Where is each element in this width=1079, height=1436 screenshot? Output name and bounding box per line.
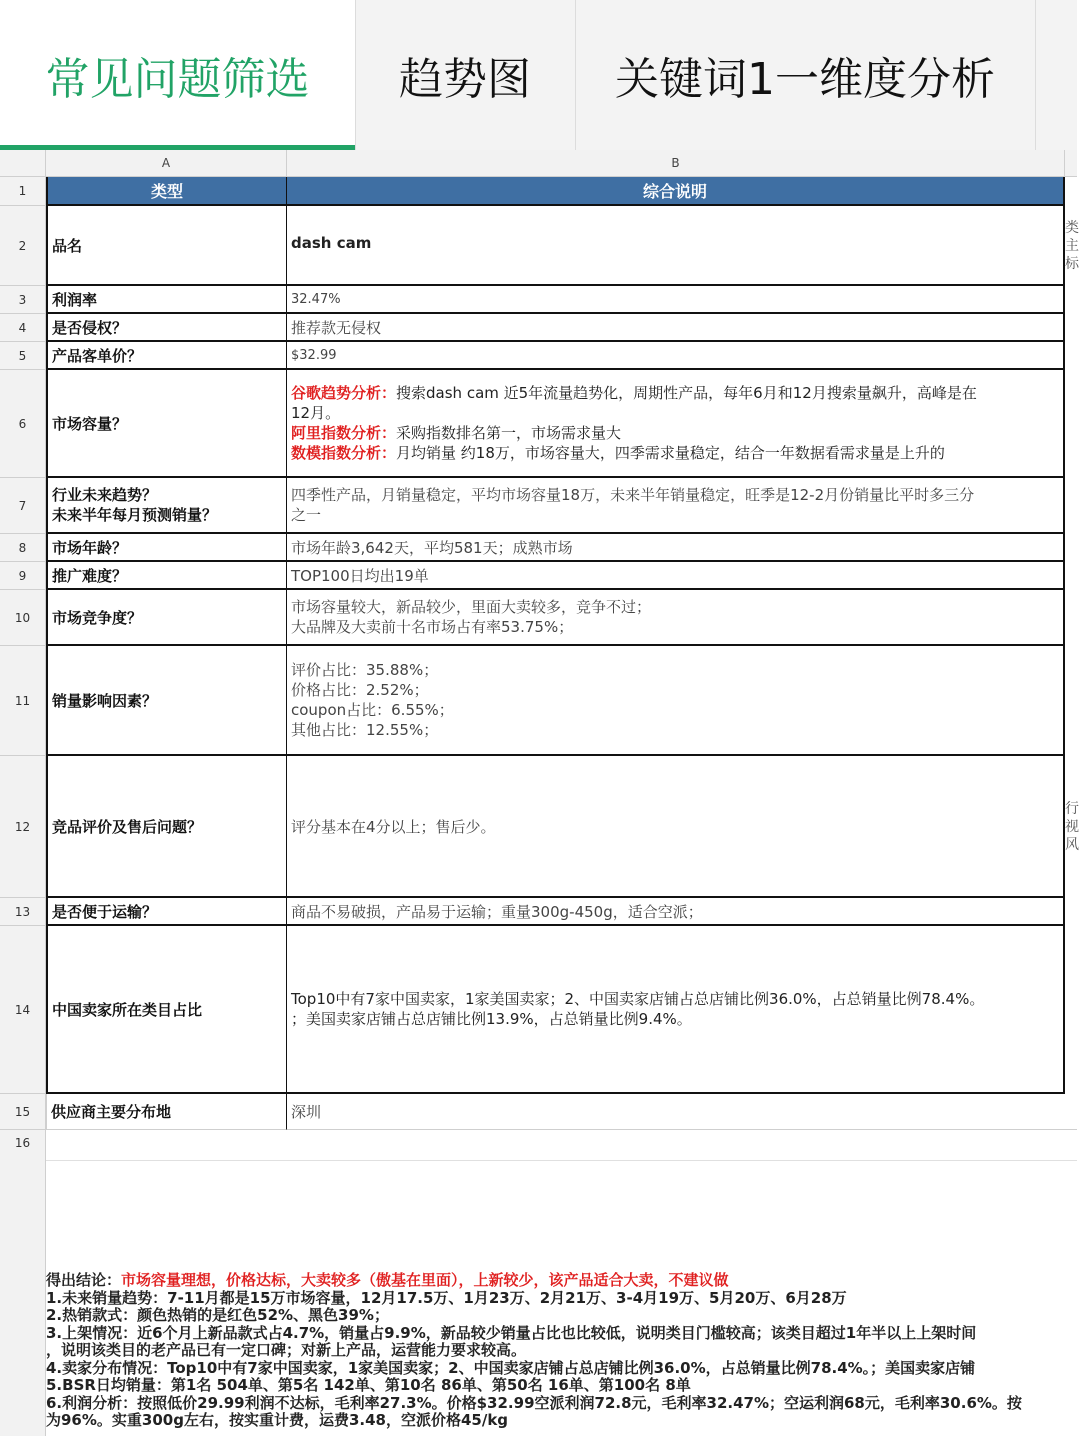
ali-index-text: 采购指数排名第一，市场需求量大: [396, 424, 622, 442]
cell-a7-line2: 未来半年每月预测销量？: [52, 506, 218, 524]
conclusion-heading: [46, 1272, 1077, 1290]
ali-index-line: [291, 423, 621, 443]
row-header-13[interactable]: 13: [0, 898, 46, 926]
cell-b13[interactable]: 商品不易破损，产品易于运输；重量300g-450g，适合空派；: [287, 898, 1065, 926]
select-all-corner[interactable]: [0, 150, 46, 177]
tab-trend-chart[interactable]: [356, 0, 574, 150]
cell-a8[interactable]: 市场年龄？: [46, 534, 287, 562]
cell-b11-line3: coupon占比：6.55%；: [291, 701, 454, 719]
ali-index-label: 阿里指数分析：: [291, 424, 397, 442]
tab-keyword-analysis[interactable]: [576, 0, 1034, 150]
row-header-6[interactable]: 6: [0, 370, 46, 478]
conclusion-line: 3.上架情况：近6个月上新品款式占4.7%，销量占9.9%，新品较少销量占比也比较低，说明类目门槛较高；该类目超过1年半以上上架时间: [46, 1323, 977, 1342]
conclusion-line: 5.BSR日均销量：第1名 504单、第5名 142单、第10名 86单、第50名 16单、第100名 8单: [46, 1376, 691, 1394]
header-type-cell[interactable]: 类型: [46, 177, 287, 206]
data-model-line: [291, 443, 945, 463]
cell-b10-line2: 大品牌及大卖前十名市场占有率53.75%；: [291, 618, 574, 636]
cell-a10[interactable]: 市场竞争度？: [46, 590, 287, 646]
cell-a7-line1: 行业未来趋势？: [52, 486, 158, 504]
cell-a11[interactable]: 销量影响因素？: [46, 646, 287, 756]
row-header-16[interactable]: 16: [0, 1130, 46, 1436]
row-header-3[interactable]: 3: [0, 286, 46, 314]
cell-b12[interactable]: 评分基本在4分以上；售后少。: [287, 756, 1065, 898]
tab-faq-filter[interactable]: [0, 0, 355, 150]
google-trend-label: 谷歌趋势分析：: [291, 384, 397, 402]
cell-a9[interactable]: 推广难度？: [46, 562, 287, 590]
cell-b11[interactable]: [287, 646, 1065, 756]
row-header-14[interactable]: 14: [0, 926, 46, 1094]
column-letter: A: [161, 156, 171, 170]
google-trend-text: 搜索dash cam 近5年流量趋势化，周期性产品，每年6月和12月搜索量飙升，高峰是在: [396, 384, 977, 402]
conclusion-line: 2.热销款式：颜色热销的是红色52%、黑色39%；: [46, 1306, 389, 1324]
cell-a5[interactable]: 产品客单价？: [46, 342, 287, 370]
cell-b11-line1: 评价占比：35.88%；: [291, 661, 439, 679]
cell-b15[interactable]: 深圳: [287, 1094, 1077, 1130]
row-header-15[interactable]: 15: [0, 1094, 46, 1130]
cell-a7[interactable]: [46, 478, 287, 534]
conclusion-label: 得出结论：: [46, 1271, 122, 1289]
row-header-4[interactable]: 4: [0, 314, 46, 342]
row-header-7[interactable]: 7: [0, 478, 46, 534]
cell-b5[interactable]: $32.99: [287, 342, 1065, 370]
cell-b4[interactable]: 推荐款无侵权: [287, 314, 1065, 342]
column-header-c[interactable]: [1065, 150, 1077, 177]
cell-a6[interactable]: 市场容量？: [46, 370, 287, 478]
cell-b14-line1: Top10中有7家中国卖家，1家美国卖家；2、中国卖家店铺占总店铺比例36.0%，占总销量比例78.4%。: [291, 990, 985, 1008]
column-header-a[interactable]: [46, 150, 287, 177]
cell-a4[interactable]: 是否侵权？: [46, 314, 287, 342]
conclusion-highlight: 市场容量理想，价格达标，大卖较多（傲基在里面），上新较少，该产品适合大卖，不建议做: [121, 1271, 729, 1289]
sheet-tab-bar: [0, 0, 1077, 150]
tab-label: 趋势图: [399, 54, 531, 105]
data-model-label: 数模指数分析：: [291, 444, 397, 462]
cell-b7[interactable]: [287, 478, 1065, 534]
google-trend-line: [291, 383, 977, 403]
cell-b10-line1: 市场容量较大，新品较少，里面大卖较多，竞争不过；: [291, 598, 652, 616]
cell-a13[interactable]: 是否便于运输？: [46, 898, 287, 926]
cell-b14-line2: ；美国卖家店铺占总店铺比例13.9%，占总销量比例9.4%。: [291, 1010, 692, 1028]
conclusion-line: 为96%。实重300g左右，按实重计费，运费3.48，空派价格45/kg: [46, 1411, 509, 1429]
cell-b7-line2: 之一: [291, 506, 322, 524]
tab-label: 关键词1一维度分析: [615, 54, 995, 105]
cell-c2-partial[interactable]: 类 主 标: [1065, 220, 1079, 272]
row-divider: [46, 1160, 1077, 1161]
cell-b6[interactable]: [287, 370, 1065, 478]
cell-a3[interactable]: 利润率: [46, 286, 287, 314]
data-model-text: 月均销量 约18万，市场容量大，四季需求量稳定，结合一年数据看需求量是上升的: [396, 444, 945, 462]
row-header-10[interactable]: 10: [0, 590, 46, 646]
conclusion-block[interactable]: [46, 1272, 1077, 1430]
conclusion-line: ，说明该类目的老产品已有一定口碑；对新上产品，运营能力要求较高。: [46, 1341, 527, 1359]
row-header-11[interactable]: 11: [0, 646, 46, 756]
cell-b7-line1: 四季性产品，月销量稳定，平均市场容量18万，未来半年销量稳定，旺季是12-2月份销量比平时多三分: [291, 486, 975, 504]
cell-b10[interactable]: [287, 590, 1065, 646]
cell-b14[interactable]: [287, 926, 1065, 1094]
row-header-8[interactable]: 8: [0, 534, 46, 562]
cell-b11-line2: 价格占比：2.52%；: [291, 681, 429, 699]
cell-a14[interactable]: 中国卖家所在类目占比: [46, 926, 287, 1094]
cell-b9[interactable]: TOP100日均出19单: [287, 562, 1065, 590]
header-description-cell[interactable]: 综合说明: [287, 177, 1065, 206]
google-trend-text-cont: 12月。: [291, 404, 341, 422]
row-header-12[interactable]: 12: [0, 756, 46, 898]
cell-a2[interactable]: 品名: [46, 206, 287, 286]
cell-b8[interactable]: 市场年龄3,642天，平均581天；成熟市场: [287, 534, 1065, 562]
column-letter: B: [671, 156, 680, 170]
cell-c12-partial[interactable]: 行 视 风: [1065, 801, 1079, 853]
tab-label: 常见问题筛选: [45, 54, 310, 105]
row-header-1[interactable]: 1: [0, 177, 46, 206]
tab-divider: [1035, 0, 1036, 150]
cell-b3[interactable]: 32.47%: [287, 286, 1065, 314]
conclusion-line: 1.未来销量趋势：7-11月都是15万市场容量，12月17.5万、1月23万、2月21万、3-4月19万、5月20万、6月28万: [46, 1288, 847, 1307]
row-header-2[interactable]: 2: [0, 206, 46, 286]
cell-b11-line4: 其他占比：12.55%；: [291, 721, 439, 739]
row-header-9[interactable]: 9: [0, 562, 46, 590]
conclusion-line: 4.卖家分布情况：Top10中有7家中国卖家，1家美国卖家；2、中国卖家店铺占总店铺比例36.0%，占总销量比例78.4%。；美国卖家店铺: [46, 1358, 976, 1377]
cell-a15[interactable]: 供应商主要分布地: [46, 1094, 287, 1130]
column-header-b[interactable]: [287, 150, 1065, 177]
conclusion-line: 6.利润分析：按照低价29.99利润不达标，毛利率27.3%。价格$32.99空派利润72.8元，毛利率32.47%；空运利润68元，毛利率30.6%。按: [46, 1393, 1022, 1412]
cell-a12[interactable]: 竞品评价及售后问题？: [46, 756, 287, 898]
cell-b2[interactable]: dash cam: [287, 206, 1065, 286]
row-header-5[interactable]: 5: [0, 342, 46, 370]
